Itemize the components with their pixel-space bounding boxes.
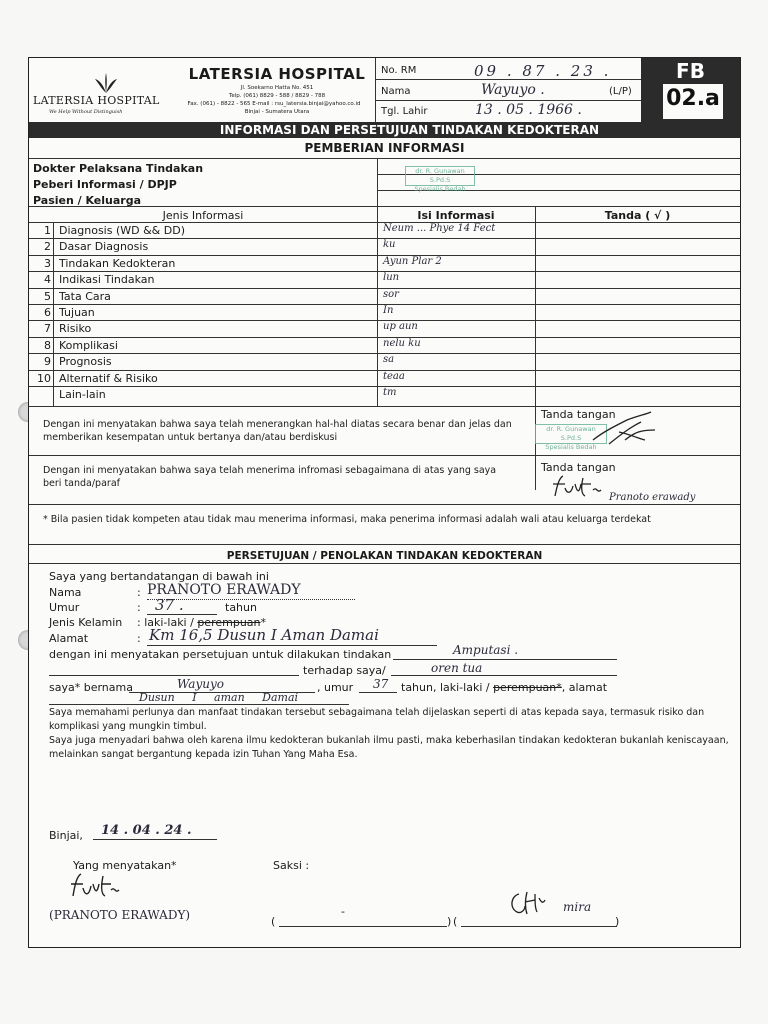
tagline: We Help Without Distinguish bbox=[49, 109, 123, 115]
tahun-lk: tahun, laki-laki / bbox=[401, 681, 494, 694]
patient-signature bbox=[549, 472, 609, 502]
row-tanda-cell[interactable] bbox=[536, 289, 739, 303]
colon: : bbox=[137, 632, 141, 645]
row-number: 5 bbox=[44, 289, 51, 303]
row-isi: sa bbox=[383, 354, 395, 366]
row-tanda-cell[interactable] bbox=[536, 305, 739, 319]
jk-prefix: : laki-laki / bbox=[137, 616, 198, 629]
row-tanda-cell[interactable] bbox=[536, 256, 739, 270]
logo-text: LATERSIA HOSPITAL bbox=[33, 94, 160, 107]
main-title-bar bbox=[29, 122, 740, 138]
row-label: Prognosis bbox=[59, 355, 112, 369]
date-value: 14 . 04 . 24 . bbox=[101, 823, 192, 838]
doctor-stamp bbox=[405, 166, 475, 193]
saya-bernama: saya* bernama bbox=[49, 681, 133, 694]
row-tanda-cell[interactable] bbox=[536, 321, 739, 335]
pemberi-label: Peberi Informasi / DPJP bbox=[33, 178, 177, 191]
saksi-label: Saksi : bbox=[273, 859, 310, 872]
row-isi: Neum ... Phye 14 Fect bbox=[383, 223, 496, 234]
hospital-address bbox=[169, 84, 385, 116]
ttd-label-doctor: Tanda tangan bbox=[541, 408, 616, 421]
tgl-lahir-value: 13 . 05 . 1966 . bbox=[475, 102, 582, 118]
consent-umur-value: 37 . bbox=[155, 596, 184, 614]
saksi2-value: mira bbox=[563, 900, 592, 914]
consent-alamat-value: Km 16,5 Dusun I Aman Damai bbox=[149, 626, 379, 644]
row-tanda-cell[interactable] bbox=[536, 387, 739, 401]
row-tanda-cell[interactable] bbox=[536, 239, 739, 253]
consent-tahun-label: tahun bbox=[225, 601, 257, 614]
saksi1-value: - bbox=[341, 905, 345, 918]
row-label: Dasar Diagnosis bbox=[59, 240, 149, 254]
stamp-line-2: Spesialis Bedah bbox=[414, 185, 466, 193]
consent-alamat-label: Alamat bbox=[49, 632, 89, 645]
doctor-statement: Dengan ini menyatakan bahwa saya telah menerangkan hal-hal diatas secara benar dan jelas dan memberikan kesempatan untuk bertanya dan/atau berdiskusi bbox=[43, 419, 512, 443]
row-isi: In bbox=[383, 305, 394, 316]
row-isi: Ayun Plar 2 bbox=[383, 255, 442, 267]
footnote: * Bila pasien tidak kompeten atau tidak mau menerima informasi, maka penerima informasi adalah wali atau keluarga terdekat bbox=[43, 514, 651, 525]
row-label: Indikasi Tindakan bbox=[59, 273, 155, 287]
consent-nama-value: PRANOTO ERAWADY bbox=[147, 582, 301, 598]
alamat2-value: Dusun I aman Damai bbox=[139, 691, 299, 704]
stamp2-line-2: Spesialis Bedah bbox=[545, 443, 597, 451]
col-tanda-header: Tanda ( √ ) bbox=[604, 209, 671, 222]
row-tanda-cell[interactable] bbox=[536, 223, 739, 237]
fax-email-line: Fax. (061) - 8822 - 565 E-mail : rsu_latersia.binjai@yahoo.co.id bbox=[187, 101, 361, 107]
tahun-lk-text bbox=[401, 681, 607, 694]
row-label: Tindakan Kedokteran bbox=[59, 256, 176, 270]
row-tanda-cell[interactable] bbox=[536, 371, 739, 385]
no-rm-label: No. RM bbox=[381, 65, 417, 76]
hospital-name: LATERSIA HOSPITAL bbox=[188, 65, 366, 83]
umur2-value: 37 bbox=[373, 677, 389, 691]
col-jenis-header: Jenis Informasi bbox=[162, 209, 244, 222]
witness-signature bbox=[505, 888, 555, 918]
bernama-value: Wayuyo bbox=[177, 677, 224, 691]
nama-value: Wayuyo . bbox=[481, 82, 545, 98]
patient-name-sign: Pranoto erawady bbox=[609, 492, 696, 503]
tgl-lahir-label: Tgl. Lahir bbox=[381, 106, 428, 117]
row-number: 10 bbox=[37, 371, 51, 385]
row-isi: up aun bbox=[383, 321, 418, 333]
row-label: Tata Cara bbox=[59, 289, 111, 303]
struck-2: perempuan* bbox=[493, 681, 562, 694]
row-number: 7 bbox=[44, 322, 51, 336]
row-isi: teaa bbox=[383, 370, 405, 382]
stamp2-line-1: dr. R. Gunawan S.Pd.S bbox=[546, 425, 596, 442]
yang-menyatakan: Yang menyatakan* bbox=[73, 859, 177, 872]
consent-form bbox=[28, 57, 741, 948]
row-label: Tujuan bbox=[59, 306, 95, 319]
pasien-label: Pasien / Keluarga bbox=[33, 194, 142, 207]
row-number: 3 bbox=[44, 256, 51, 270]
terhadap-value: oren tua bbox=[431, 661, 483, 675]
umur-text: , umur bbox=[317, 681, 354, 694]
colon: : bbox=[137, 586, 141, 599]
section-title-info: PEMBERIAN INFORMASI bbox=[304, 141, 465, 155]
jk-star: * bbox=[260, 616, 267, 629]
hospital-logo bbox=[33, 72, 167, 122]
consent-jk-label: Jenis Kelamin bbox=[49, 616, 123, 629]
consent-umur-label: Umur bbox=[49, 601, 80, 614]
consent-line1: dengan ini menyatakan persetujuan untuk dilakukan tindakan bbox=[49, 648, 392, 661]
row-label: Diagnosis (WD && DD) bbox=[59, 224, 185, 237]
lp-label: (L/P) bbox=[609, 86, 632, 97]
jk-struck: perempuan bbox=[197, 616, 261, 629]
saksi1-bracket: ( bbox=[271, 915, 276, 928]
row-isi: ku bbox=[383, 239, 396, 251]
form-code-bottom: 02.a bbox=[666, 86, 720, 111]
row-label: Lain-lain bbox=[59, 388, 106, 401]
dokter-label: Dokter Pelaksana Tindakan bbox=[33, 162, 204, 175]
address-line: Jl. Soekarno Hatta No. 451 bbox=[240, 85, 314, 91]
form-code-box bbox=[641, 58, 740, 122]
row-isi: tm bbox=[383, 387, 397, 398]
consent-para2: Saya juga menyadari bahwa oleh karena ilmu kedokteran bukanlah ilmu pasti, maka keberhasilan tindakan kedokteran bukanlah keniscayaan, melainkan sangat bergantung kepada izin Tuhan Yang Maha Esa. bbox=[49, 735, 729, 760]
patient-statement: Dengan ini menyatakan bahwa saya telah menerima infromasi sebagaimana di atas yang saya beri tanda/paraf bbox=[43, 465, 497, 489]
signer-name: (PRANOTO ERAWADY) bbox=[49, 908, 191, 922]
row-label: Alternatif & Risiko bbox=[59, 371, 158, 385]
ttd-label-patient: Tanda tangan bbox=[541, 461, 616, 474]
place-label: Binjai, bbox=[49, 829, 83, 842]
row-label: Risiko bbox=[59, 322, 92, 336]
city-line: Binjai - Sumatera Utara bbox=[244, 109, 310, 115]
no-rm-value: 09 . 87 . 23 . bbox=[474, 62, 612, 80]
row-number: 2 bbox=[44, 240, 51, 254]
tindakan-value: Amputasi . bbox=[453, 643, 519, 657]
colon: : bbox=[137, 601, 141, 614]
row-tanda-cell[interactable] bbox=[536, 354, 739, 368]
nama-label: Nama bbox=[381, 86, 411, 97]
row-number: 8 bbox=[44, 338, 51, 352]
main-title: INFORMASI DAN PERSETUJUAN TINDAKAN KEDOKTERAN bbox=[219, 123, 600, 137]
terhadap-text: terhadap saya/ bbox=[303, 664, 386, 677]
row-label: Komplikasi bbox=[59, 338, 118, 352]
row-isi: sor bbox=[383, 288, 399, 300]
consent-title: PERSETUJUAN / PENOLAKAN TINDAKAN KEDOKTERAN bbox=[226, 550, 543, 562]
saksi2-bracket: ( bbox=[453, 915, 458, 928]
row-isi: lun bbox=[383, 272, 400, 284]
consent-para1: Saya memahami perlunya dan manfaat tindakan tersebut sebagaimana telah dijelaskan seperti di atas kepada saya, termasuk risiko dan komplikasi yang mungkin timbul. bbox=[49, 707, 705, 732]
row-isi: nelu ku bbox=[383, 337, 421, 349]
form-code-top: FB bbox=[676, 59, 705, 83]
consent-intro: Saya yang bertandatangan di bawah ini bbox=[49, 570, 269, 583]
consent-nama-label: Nama bbox=[49, 586, 82, 599]
saksi1-close: ) bbox=[447, 915, 452, 928]
row-number: 6 bbox=[44, 306, 51, 319]
col-isi-header: Isi Informasi bbox=[417, 209, 495, 222]
alamat-text: , alamat bbox=[561, 681, 608, 694]
row-number: 9 bbox=[44, 355, 51, 369]
row-tanda-cell[interactable] bbox=[536, 338, 739, 352]
saksi2-close: ) bbox=[615, 915, 620, 928]
signer-name-text: PRANOTO ERAWADY bbox=[53, 908, 186, 922]
leaf-icon bbox=[91, 72, 121, 94]
row-number: 1 bbox=[44, 224, 51, 237]
row-tanda-cell[interactable] bbox=[536, 272, 739, 286]
doctor-signature bbox=[589, 410, 659, 450]
declarant-signature bbox=[65, 868, 125, 902]
stamp-line-1: dr. R. Gunawan S.Pd.S bbox=[415, 167, 465, 184]
row-number: 4 bbox=[44, 273, 51, 287]
phone-line: Telp. (061) 8829 - 588 / 8829 - 788 bbox=[228, 93, 326, 99]
